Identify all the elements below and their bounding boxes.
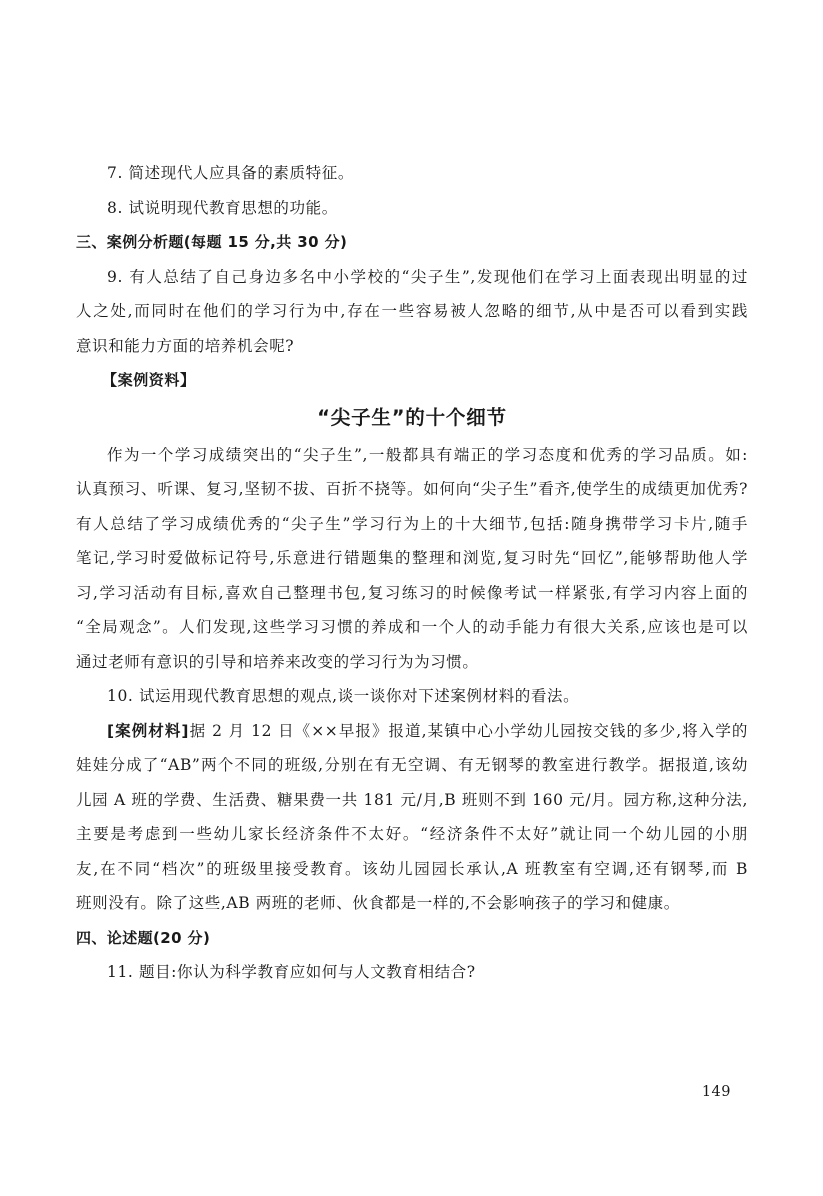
question-9-line-3: 意识和能力方面的培养机会呢? bbox=[76, 336, 295, 355]
case-title: “尖子生”的十个细节 bbox=[317, 405, 507, 429]
case-material-2-first-text: 据 2 月 12 日《××早报》报道,某镇中心小学幼儿园按交钱的多少,将入学的 bbox=[189, 721, 748, 740]
page-number: 149 bbox=[701, 1084, 731, 1100]
case-material-2-line-3: 儿园 A 班的学费、生活费、糖果费一共 181 元/月,B 班则不到 160 元/月。园方称,这种分法, bbox=[76, 790, 748, 809]
question-9-line-1: 9. 有人总结了自己身边多名中小学校的“尖子生”,发现他们在学习上面表现出明显的过 bbox=[107, 267, 748, 286]
question-9-line-2: 人之处,而同时在他们的学习行为中,存在一些容易被人忽略的细节,从中是否可以看到实践 bbox=[76, 302, 748, 320]
case-paragraph-line-6: “全局观念”。人们发现,这些学习习惯的养成和一个人的动手能力有很大关系,应该也是可以 bbox=[76, 618, 748, 636]
case-paragraph-line-5: 习,学习活动有目标,喜欢自己整理书包,复习练习的时候像考试一样紧张,有学习内容上面的 bbox=[76, 583, 748, 602]
case-paragraph-line-2: 认真预习、听课、复习,坚韧不拔、百折不挠等。如何向“尖子生”看齐,使学生的成绩更加优秀? bbox=[76, 480, 748, 498]
case-material-2-line-5: 友,在不同“档次”的班级里接受教育。该幼儿园园长承认,A 班教室有空调,还有钢琴,而 B bbox=[76, 859, 748, 878]
case-paragraph-line-1: 作为一个学习成绩突出的“尖子生”,一般都具有端正的学习态度和优秀的学习品质。如: bbox=[107, 445, 748, 464]
case-material-2-label: [案例材料] bbox=[107, 721, 190, 740]
case-material-2-line-4: 主要是考虑到一些幼儿家长经济条件不太好。“经济条件不太好”就让同一个幼儿园的小朋 bbox=[76, 825, 748, 843]
question-7: 7. 简述现代人应具备的素质特征。 bbox=[107, 164, 354, 182]
question-8: 8. 试说明现代教育思想的功能。 bbox=[107, 198, 338, 217]
case-paragraph-line-3: 有人总结了学习成绩优秀的“尖子生”学习行为上的十大细节,包括:随身携带学习卡片,随手 bbox=[76, 514, 748, 533]
question-11: 11. 题目:你认为科学教育应如何与人文教育相结合? bbox=[107, 963, 476, 981]
section-heading-case-analysis: 三、案例分析题(每题 15 分,共 30 分) bbox=[76, 233, 348, 251]
page-content bbox=[76, 156, 748, 990]
case-material-2-line-6: 班则没有。除了这些,AB 两班的老师、伙食都是一样的,不会影响孩子的学习和健康。 bbox=[76, 894, 680, 912]
section-heading-essay: 四、论述题(20 分) bbox=[76, 928, 211, 947]
question-10: 10. 试运用现代教育思想的观点,谈一谈你对下述案例材料的看法。 bbox=[107, 687, 580, 705]
case-paragraph-line-4: 笔记,学习时爱做标记符号,乐意进行错题集的整理和浏览,复习时先“回忆”,能够帮助他人学 bbox=[76, 549, 748, 567]
case-material-2-line-2: 娃娃分成了“AB”两个不同的班级,分别在有无空调、有无钢琴的教室进行教学。据报道,该幼 bbox=[76, 756, 748, 774]
case-paragraph-line-7: 通过老师有意识的引导和培养来改变的学习行为为习惯。 bbox=[76, 652, 479, 671]
case-material-2-line-1 bbox=[76, 714, 748, 749]
case-material-label: 【案例资料】 bbox=[102, 371, 196, 389]
